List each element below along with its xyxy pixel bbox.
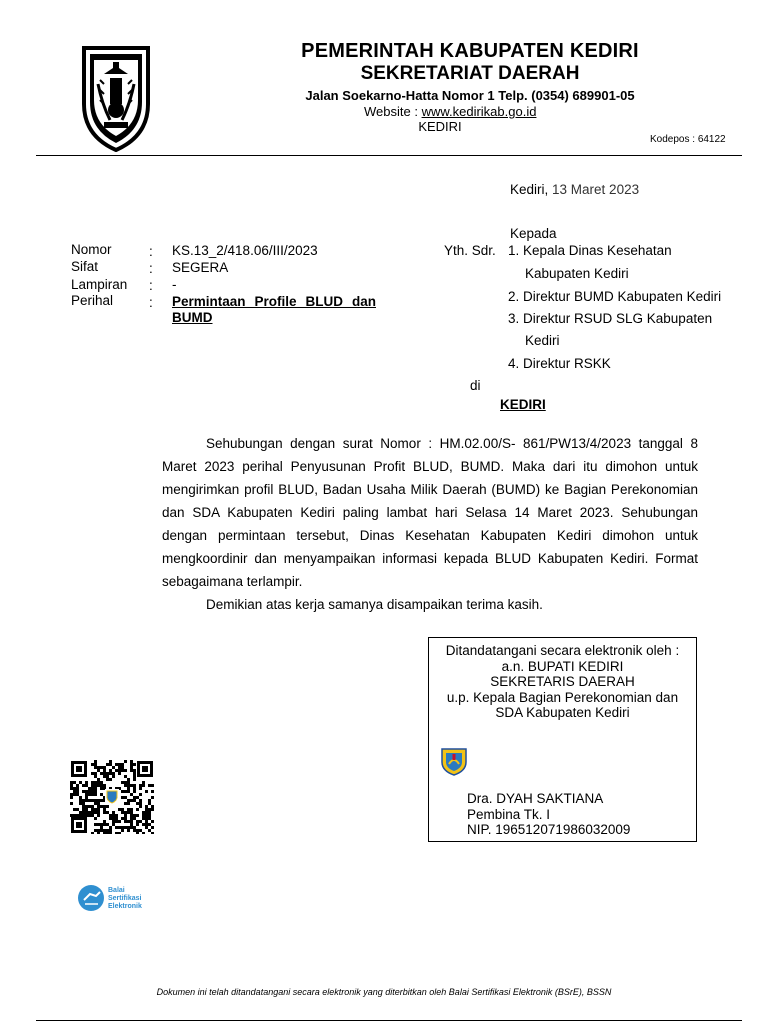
lampiran-colon: : (149, 278, 153, 293)
recipient-3: 3. Direktur RSUD SLG Kabupaten (508, 311, 713, 326)
perihal-label: Perihal (71, 293, 114, 308)
signatory-name: Dra. DYAH SAKTIANA (467, 791, 604, 806)
recipient-2: 2. Direktur BUMD Kabupaten Kediri (508, 289, 722, 304)
bsre-logo (76, 883, 166, 913)
addressee-city: KEDIRI (500, 397, 546, 412)
sifat-value: SEGERA (172, 260, 229, 275)
date-place: Kediri, (510, 182, 553, 197)
signature-line-2: a.n. BUPATI KEDIRI (501, 658, 624, 674)
signature-header (429, 643, 696, 721)
addressee-di: di (470, 378, 481, 393)
date-value: 13 Maret 2023 (552, 182, 640, 197)
addressee-kepada: Kepada (510, 226, 557, 241)
letterhead-city: KEDIRI (418, 119, 462, 134)
letterhead-website (364, 104, 536, 119)
letterhead-subtitle: SEKRETARIAT DAERAH (360, 63, 580, 84)
body-paragraph-2: Demikian atas kerja samanya disampaikan terima kasih. (206, 597, 543, 612)
electronic-signature-box (428, 637, 697, 842)
bsre-logo-line-1: Balai (108, 887, 125, 894)
footer-note: Dokumen ini telah ditandatangani secara elektronik yang diterbitkan oleh Balai Sertifikasi Elektronik (BSrE), BSSN (156, 987, 612, 997)
letterhead-title: PEMERINTAH KABUPATEN KEDIRI (301, 40, 639, 62)
sifat-colon: : (149, 261, 153, 276)
footer-divider (36, 1020, 742, 1021)
recipient-1: 1. Kepala Dinas Kesehatan (508, 243, 672, 258)
recipient-3-cont: Kediri (525, 333, 560, 348)
signatory-details (467, 791, 630, 838)
signatory-rank: Pembina Tk. I (467, 806, 551, 822)
sifat-label: Sifat (71, 259, 99, 274)
bsre-logo-line-3: Elektronik (108, 903, 142, 910)
signature-line-4: u.p. Kepala Bagian Perekonomian dan (446, 689, 679, 705)
nomor-label: Nomor (71, 242, 112, 257)
nomor-colon: : (149, 244, 153, 259)
header-divider (36, 155, 742, 156)
letter-date (510, 182, 639, 197)
lampiran-label: Lampiran (71, 277, 128, 292)
signature-line-3: SEKRETARIS DAERAH (490, 674, 635, 689)
website-label: Website : (364, 104, 422, 119)
bsre-logo-line-2: Sertifikasi (108, 895, 142, 902)
perihal-colon: : (149, 295, 153, 310)
letterhead-address: Jalan Soekarno-Hatta Nomor 1 Telp. (0354) 689901-05 (305, 88, 635, 103)
signature-line-5: SDA Kabupaten Kediri (495, 705, 630, 720)
recipient-1-cont: Kabupaten Kediri (525, 266, 629, 281)
letter-body (162, 432, 698, 616)
signature-line-1: Ditandatangani secara elektronik oleh : (445, 643, 680, 658)
regency-emblem-icon (439, 746, 469, 776)
postal-code: Kodepos : 64122 (650, 134, 726, 145)
signatory-nip: NIP. 196512071986032009 (467, 822, 631, 837)
addressee-yth: Yth. Sdr. (444, 243, 496, 258)
nomor-value: KS.13_2/418.06/III/2023 (172, 243, 318, 258)
website-link[interactable]: www.kedirikab.go.id (421, 104, 537, 119)
regency-crest-logo (80, 44, 152, 152)
body-paragraph-1: Sehubungan dengan surat Nomor : HM.02.00/S- 861/PW13/4/2023 tanggal 8 Maret 2023 perihal Penyusunan Profit BLUD, BUMD. Maka dari itu dimohon untuk mengirimkan profil BLUD, Badan Usaha Milik Daerah (BUMD) ke Bagian Perekonomian dan SDA Kabupaten Kediri paling lambat hari Selasa 14 Maret 2023. Sehubungan dengan permintaan tersebut, Dinas Kesehatan Kabupaten Kediri dimohon untuk mengkoordinir dan menyampaikan informasi kepada BLUD Kabupaten Kediri. Format sebagaimana terlampir. (162, 436, 698, 589)
recipient-4: 4. Direktur RSKK (508, 356, 611, 371)
lampiran-value: - (172, 277, 177, 292)
perihal-value: Permintaan Profile BLUD dan BUMD (172, 294, 376, 325)
qr-code[interactable] (70, 760, 154, 834)
